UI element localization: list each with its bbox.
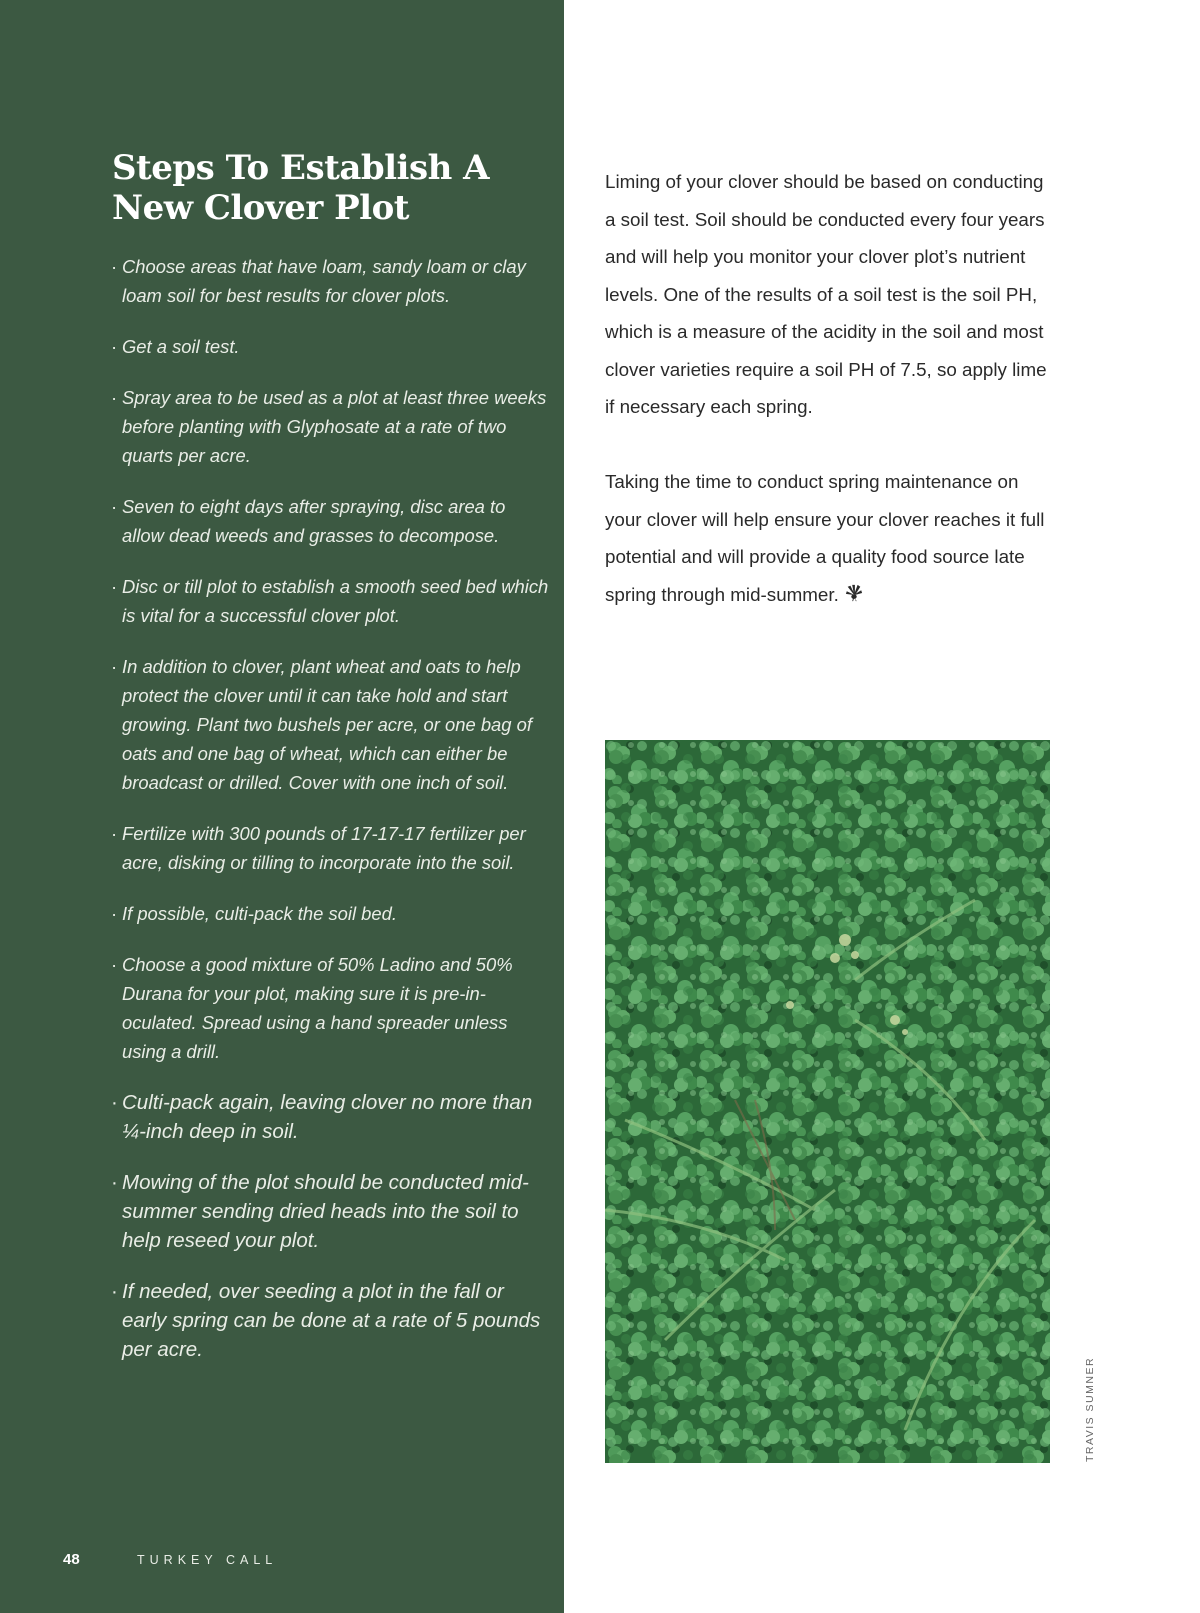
step-item: · Disc or till plot to establish a smooth seed bed which is vital for a successful clover plot. [111,572,551,630]
step-item: · If needed, over seeding a plot in the fall or early spring can be done at a rate of 5 pounds per acre. [111,1277,551,1364]
step-item: · Seven to eight days after spraying, disc area to allow dead weeds and grasses to decompose. [111,492,551,550]
step-item: · Get a soil test. [111,332,551,361]
body-paragraph-text: Taking the time to conduct spring maintenance on your clover will help ensure your clover reaches it full potential and will provide a quality food source late spring through mid-summer. [605,471,1045,605]
step-item: · Spray area to be used as a plot at least three weeks before planting with Glyphosate at a rate of two quarts per acre. [111,383,551,470]
step-item: · If possible, culti-pack the soil bed. [111,899,551,928]
step-item: · Fertilize with 300 pounds of 17-17-17 fertilizer per acre, disking or tilling to incorporate into the soil. [111,819,551,877]
page-number: 48 [63,1551,80,1568]
clover-photo [605,740,1050,1463]
publication-name: TURKEY CALL [137,1553,278,1567]
step-item: · In addition to clover, plant wheat and oats to help protect the clover until it can take hold and start growing. Plant two bushels per acre, or one bag of oats and one bag of wheat, which can either be broadcast or drilled. Cover with one inch of soil. [111,652,551,797]
step-item: · Culti-pack again, leaving clover no more than ¼-inch deep in soil. [111,1088,551,1146]
sidebar-panel [0,0,564,1613]
step-item: · Choose areas that have loam, sandy loam or clay loam soil for best results for clover plots. [111,252,551,310]
step-item: · Mowing of the plot should be conducted mid-summer sending dried heads into the soil to help reseed your plot. [111,1168,551,1255]
turkey-icon [845,577,863,615]
photo-credit: TRAVIS SUMNER [1084,1356,1096,1462]
sidebar-title: Steps To Establish A New Clover Plot [112,148,490,228]
article-body [605,163,1055,652]
body-paragraph-last [605,463,1055,614]
steps-list [111,252,551,1386]
body-paragraph: Liming of your clover should be based on conducting a soil test. Soil should be conducted every four years and will help you monitor your clover plot’s nutrient levels. One of the results of a soil test is the soil PH, which is a measure of the acidity in the soil and most clover varieties require a soil PH of 7.5, so apply lime if necessary each spring. [605,171,1047,417]
step-item: · Choose a good mixture of 50% Ladino and 50% Durana for your plot, making sure it is pre-in-oculated. Spread using a hand spreader unless using a drill. [111,950,551,1066]
